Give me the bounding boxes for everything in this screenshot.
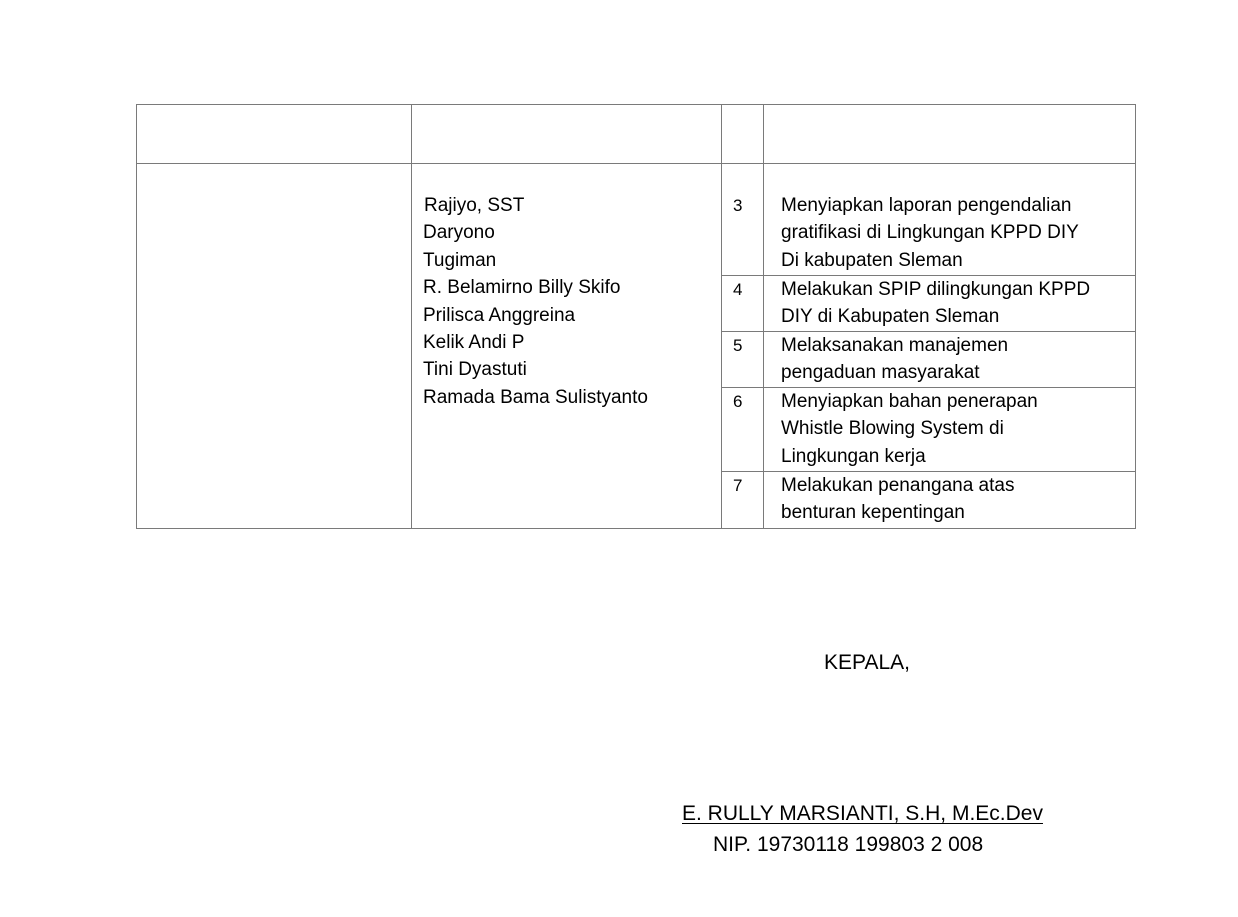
signer-name: E. RULLY MARSIANTI, S.H, M.Ec.Dev xyxy=(682,802,1043,825)
task-description-line: Di kabupaten Sleman xyxy=(781,249,963,271)
task-description-line: gratifikasi di Lingkungan KPPD DIY xyxy=(781,222,1079,244)
staff-name: Tini Dyastuti xyxy=(423,359,527,381)
staff-name: Ramada Bama Sulistyanto xyxy=(423,386,648,408)
task-description-line: Whistle Blowing System di xyxy=(781,418,1004,440)
signature-title: KEPALA, xyxy=(824,651,910,674)
staff-name: Rajiyo, SST xyxy=(424,195,525,216)
task-description-line: Menyiapkan laporan pengendalian xyxy=(781,195,1072,216)
table-border-left xyxy=(136,104,137,529)
staff-name: Kelik Andi P xyxy=(423,332,525,354)
task-description-line: Lingkungan kerja xyxy=(781,445,926,467)
column-divider-names xyxy=(411,104,412,529)
staff-name: Tugiman xyxy=(423,249,497,271)
table-border-top xyxy=(136,104,1136,105)
task-description-line: DIY di Kabupaten Sleman xyxy=(781,306,1000,328)
table-border-right xyxy=(1135,104,1136,529)
task-description-line: benturan kepentingan xyxy=(781,502,965,524)
task-description xyxy=(781,472,1131,527)
task-number: 6 xyxy=(733,392,743,411)
signer-nip: NIP. 19730118 199803 2 008 xyxy=(713,833,984,856)
task-description-line: Melakukan SPIP dilingkungan KPPD xyxy=(781,279,1091,300)
task-number: 3 xyxy=(733,196,743,215)
table-header-divider xyxy=(136,163,1136,164)
task-description-line: pengaduan masyarakat xyxy=(781,362,980,384)
task-description-line: Menyiapkan bahan penerapan xyxy=(781,391,1038,412)
staff-name-list xyxy=(423,192,648,411)
column-divider-number xyxy=(721,104,722,529)
task-description-line: Melakukan penangana atas xyxy=(781,475,1015,496)
task-description xyxy=(781,276,1131,331)
staff-name: R. Belamirno Billy Skifo xyxy=(423,277,621,299)
staff-name: Daryono xyxy=(423,222,495,244)
task-description xyxy=(781,192,1131,274)
column-divider-task xyxy=(763,104,764,529)
table-border-bottom xyxy=(136,528,1136,529)
task-description xyxy=(781,332,1131,387)
task-number: 4 xyxy=(733,280,743,299)
task-number: 5 xyxy=(733,336,743,355)
task-description xyxy=(781,388,1131,470)
task-number: 7 xyxy=(733,476,743,495)
staff-name: Prilisca Anggreina xyxy=(423,304,576,326)
task-description-line: Melaksanakan manajemen xyxy=(781,335,1009,356)
